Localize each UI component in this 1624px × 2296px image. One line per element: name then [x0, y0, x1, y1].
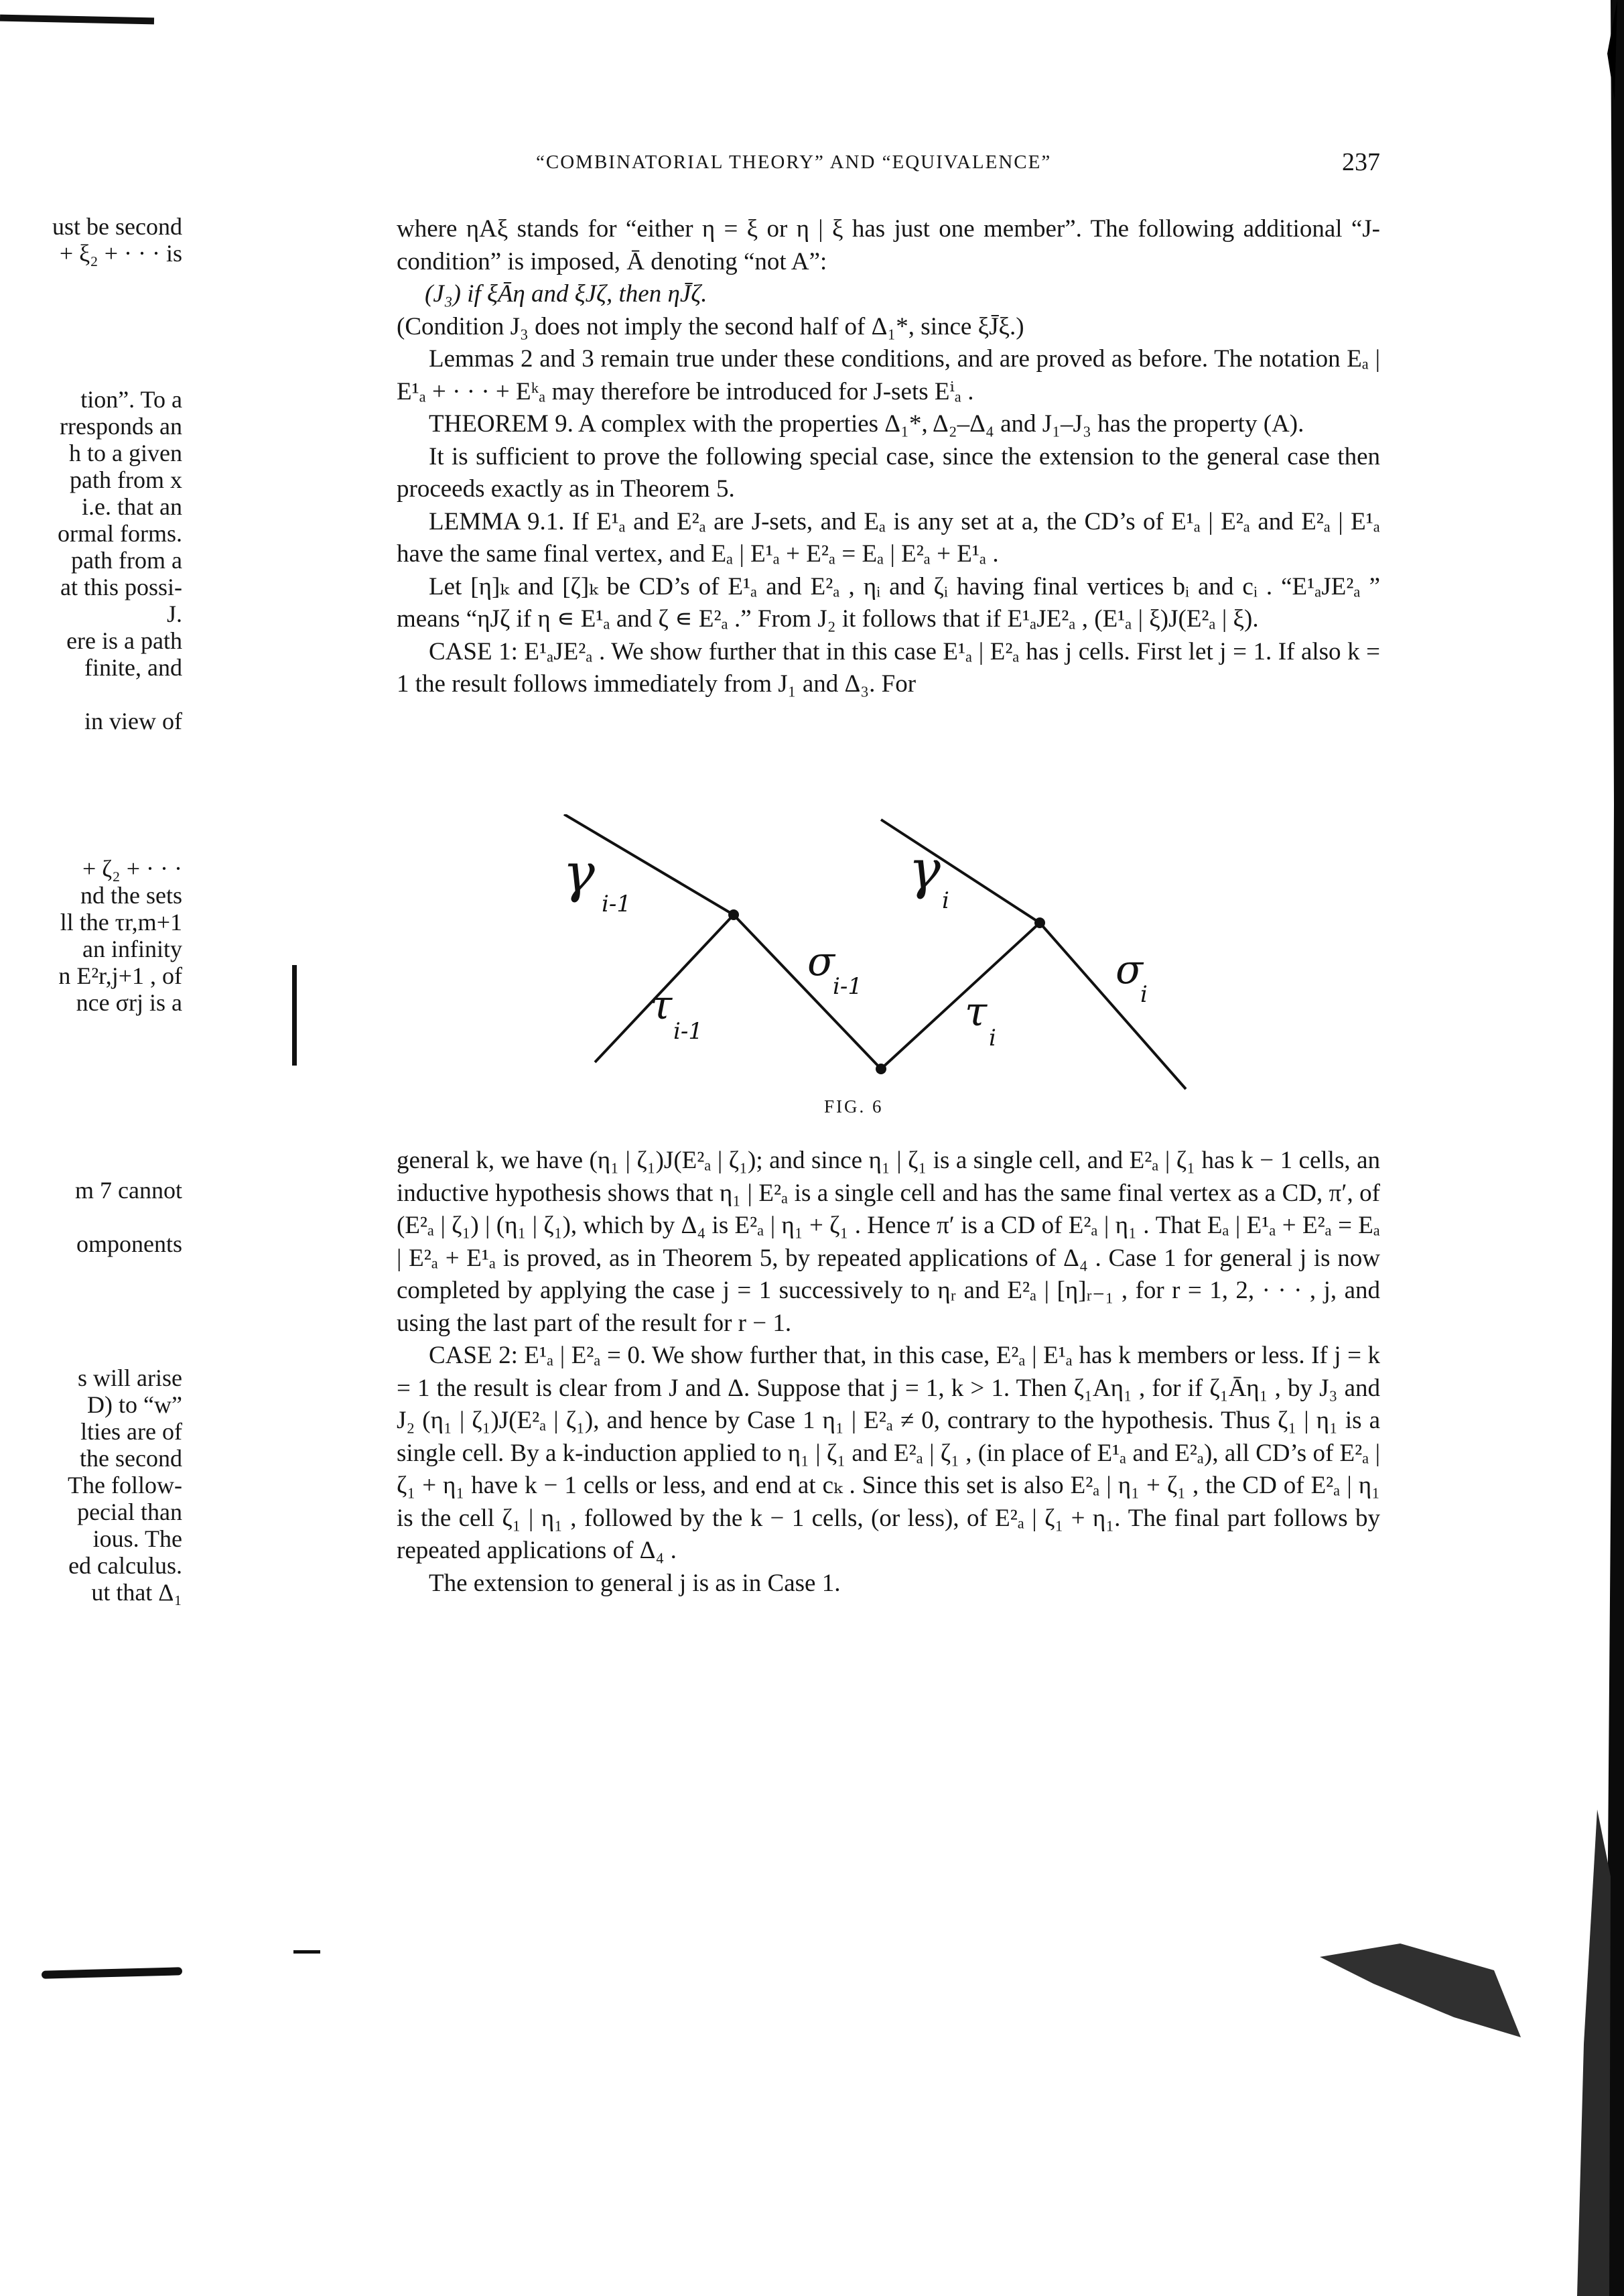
paragraph: where ηAξ stands for “either η = ξ or η | ξ has just one member”. The following additional “J-condition” is imposed, Ā denoting “not A”:	[397, 215, 1380, 275]
label-sigma-prev-sub: i-1	[833, 973, 862, 1000]
case-2: CASE 2: E¹ₐ | E²ₐ = 0. We show further that, in this case, E²ₐ | E¹ₐ has k members or less. If j = k = 1 the result is clear from J and Δ. Suppose that j = 1, k > 1. Then ζ₁Aη₁ , for if ζ₁Āη₁ , by J₃ and J₂ (η₁ | ζ₁)J(E²ₐ | ζ₁), and hence by Case 1 η₁ | E²ₐ ≠ 0, contrary to the hypothesis. Thus ζ₁ | η₁ is a single cell. By a k-induction applied to η₁ | ζ₁ and E²ₐ | ζ₁ , (in place of E¹ₐ and E²ₐ), all CD’s of E²ₐ | ζ₁ + η₁ have k − 1 cells or less, and end at cₖ . Since this set is also E²ₐ | η₁ + ζ₁ , the CD of E²ₐ | η₁ is the cell ζ₁ | η₁ , followed by the k − 1 cells, (or less), of E²ₐ | ζ₁ + η₁. The final part follows by repeated applications of Δ₄ .	[397, 1342, 1380, 1564]
facing-page-line: ormal forms.	[58, 520, 182, 547]
scan-mark-bottom-small	[293, 1950, 320, 1954]
lemma-9-1: LEMMA 9.1. If E¹ₐ and E²ₐ are J-sets, and Eₐ is any set at a, the CD’s of E¹ₐ | E²ₐ and E²ₐ | E¹ₐ have the same final vertex, and Eₐ | E¹ₐ + E²ₐ = Eₐ | E²ₐ + E¹ₐ .	[397, 507, 1380, 568]
facing-page-line: ut that Δ₁	[91, 1579, 182, 1606]
label-sigma-sub: i	[1140, 981, 1148, 1008]
facing-page-line: m 7 cannot	[75, 1177, 182, 1204]
facing-page-line: The follow-	[68, 1472, 182, 1498]
facing-page-line: ious. The	[92, 1525, 182, 1552]
facing-page-line: finite, and	[84, 654, 182, 681]
condition-j3: (J₃) if ξĀη and ξJζ, then ηJ̄ζ.	[425, 280, 707, 308]
label-gamma-sub: i	[942, 887, 949, 914]
facing-page-line: nce σrj is a	[76, 989, 182, 1016]
facing-page-line: path from a	[71, 547, 182, 574]
facing-page-line: ere is a path	[66, 627, 182, 654]
scan-dark-edge	[1550, 0, 1624, 2296]
facing-page-line: lties are of	[80, 1418, 182, 1445]
facing-page-line: omponents	[76, 1230, 182, 1257]
sigma-edge	[1040, 923, 1186, 1089]
paragraph: The extension to general j is as in Case 1.	[429, 1569, 841, 1597]
facing-page-line: ll the τr,m+1	[60, 909, 182, 936]
figure-6-diagram	[563, 814, 1206, 1096]
paragraph: (Condition J₃ does not imply the second half of Δ₁*, since ξJ̄ξ.)	[397, 312, 1024, 340]
facing-page-line: s will arise	[78, 1364, 182, 1391]
body-text-bottom	[397, 1145, 1380, 1600]
facing-page-line: ust be second	[52, 213, 182, 240]
facing-page-line: n E²r,j+1 , of	[58, 962, 182, 989]
facing-page-line: at this possi-	[60, 574, 182, 600]
label-gamma-prev: γ	[563, 842, 595, 904]
facing-page-line: i.e. that an	[82, 493, 182, 520]
scan-mark-bottom	[42, 1967, 182, 1978]
vertex	[876, 1064, 886, 1074]
label-tau-prev: τ	[650, 982, 673, 1029]
facing-page-line: nd the sets	[80, 882, 182, 909]
facing-page-line: path from x	[70, 466, 182, 493]
facing-page-line: D) to “w”	[87, 1391, 182, 1418]
label-sigma-prev: σ	[807, 938, 835, 985]
paragraph: Lemmas 2 and 3 remain true under these conditions, and are proved as before. The notation Eₐ | E¹ₐ + · · · + Eᵏₐ may therefore be introduced for J-sets Eⁱₐ .	[397, 345, 1380, 405]
facing-page-line: J.	[166, 600, 182, 627]
vertex	[728, 909, 739, 920]
theorem-9: THEOREM 9. A complex with the properties Δ₁*, Δ₂–Δ₄ and J₁–J₃ has the property (A).	[429, 410, 1304, 438]
facing-page-line: in view of	[84, 708, 182, 735]
scan-mark-top	[0, 15, 154, 25]
facing-page-line: the second	[80, 1445, 182, 1472]
label-tau-sub: i	[989, 1025, 996, 1051]
facing-page-line: pecial than	[77, 1498, 182, 1525]
facing-page-line: ed calculus.	[68, 1552, 182, 1579]
vertex	[1034, 917, 1045, 928]
tau-edge	[881, 923, 1040, 1069]
gamma-edge	[881, 820, 1040, 923]
running-title: “COMBINATORIAL THEORY” AND “EQUIVALENCE”	[536, 151, 1052, 173]
body-text-top	[397, 213, 1380, 701]
scan-mark-binding	[292, 965, 297, 1066]
facing-page-line: + ξ₂ + · · · is	[59, 240, 182, 267]
label-gamma: γ	[908, 838, 941, 901]
running-header	[382, 148, 1387, 185]
scan-corner-smudge	[1320, 1943, 1561, 2051]
figure-caption: FIG. 6	[824, 1096, 884, 1117]
label-tau: τ	[965, 988, 988, 1035]
label-tau-prev-sub: i-1	[673, 1018, 703, 1045]
facing-page-fragments	[0, 213, 182, 1607]
label-gamma-prev-sub: i-1	[602, 891, 631, 917]
paragraph: It is sufficient to prove the following special case, since the extension to the general case then proceeds exactly as in Theorem 5.	[397, 442, 1380, 503]
facing-page-line: an infinity	[82, 936, 182, 962]
facing-page-line: h to a given	[69, 440, 182, 466]
facing-page-line: + ζ₂ + · · ·	[82, 855, 182, 882]
paragraph: general k, we have (η₁ | ζ₁)J(E²ₐ | ζ₁); and since η₁ | ζ₁ is a single cell, and E²ₐ | ζ₁ has k − 1 cells, an inductive hypothesis shows that η₁ | E²ₐ is a single cell and has the same final vertex as a CD, π′, of (E²ₐ | ζ₁) | (η₁ | ζ₁), which by Δ₄ is E²ₐ | η₁ + ζ₁ . Hence π′ is a CD of E²ₐ | η₁ . That Eₐ | E¹ₐ + E²ₐ = Eₐ | E²ₐ + E¹ₐ is proved, as in Theorem 5, by repeated applications of Δ₄ . Case 1 for general j is now completed by applying the case j = 1 successively to ηᵣ and E²ₐ | [η]ᵣ₋₁ , for r = 1, 2, · · · , j, and using the last part of the result for r − 1.	[397, 1147, 1380, 1337]
paragraph: Let [η]ₖ and [ζ]ₖ be CD’s of E¹ₐ and E²ₐ , ηᵢ and ζᵢ having final vertices bᵢ and cᵢ . “E¹ₐJE²ₐ ” means “ηJζ if η ∊ E¹ₐ and ζ ∊ E²ₐ .” From J₂ it follows that if E¹ₐJE²ₐ , (E¹ₐ | ξ)J(E²ₐ | ξ).	[397, 572, 1380, 633]
facing-page-line: tion”. To a	[80, 386, 182, 413]
page-number: 237	[1342, 148, 1380, 176]
facing-page-line: rresponds an	[60, 413, 182, 440]
case-1: CASE 1: E¹ₐJE²ₐ . We show further that in this case E¹ₐ | E²ₐ has j cells. First let j = 1. If also k = 1 the result follows immediately from J₁ and Δ₃. For	[397, 637, 1380, 698]
label-sigma: σ	[1115, 946, 1143, 993]
